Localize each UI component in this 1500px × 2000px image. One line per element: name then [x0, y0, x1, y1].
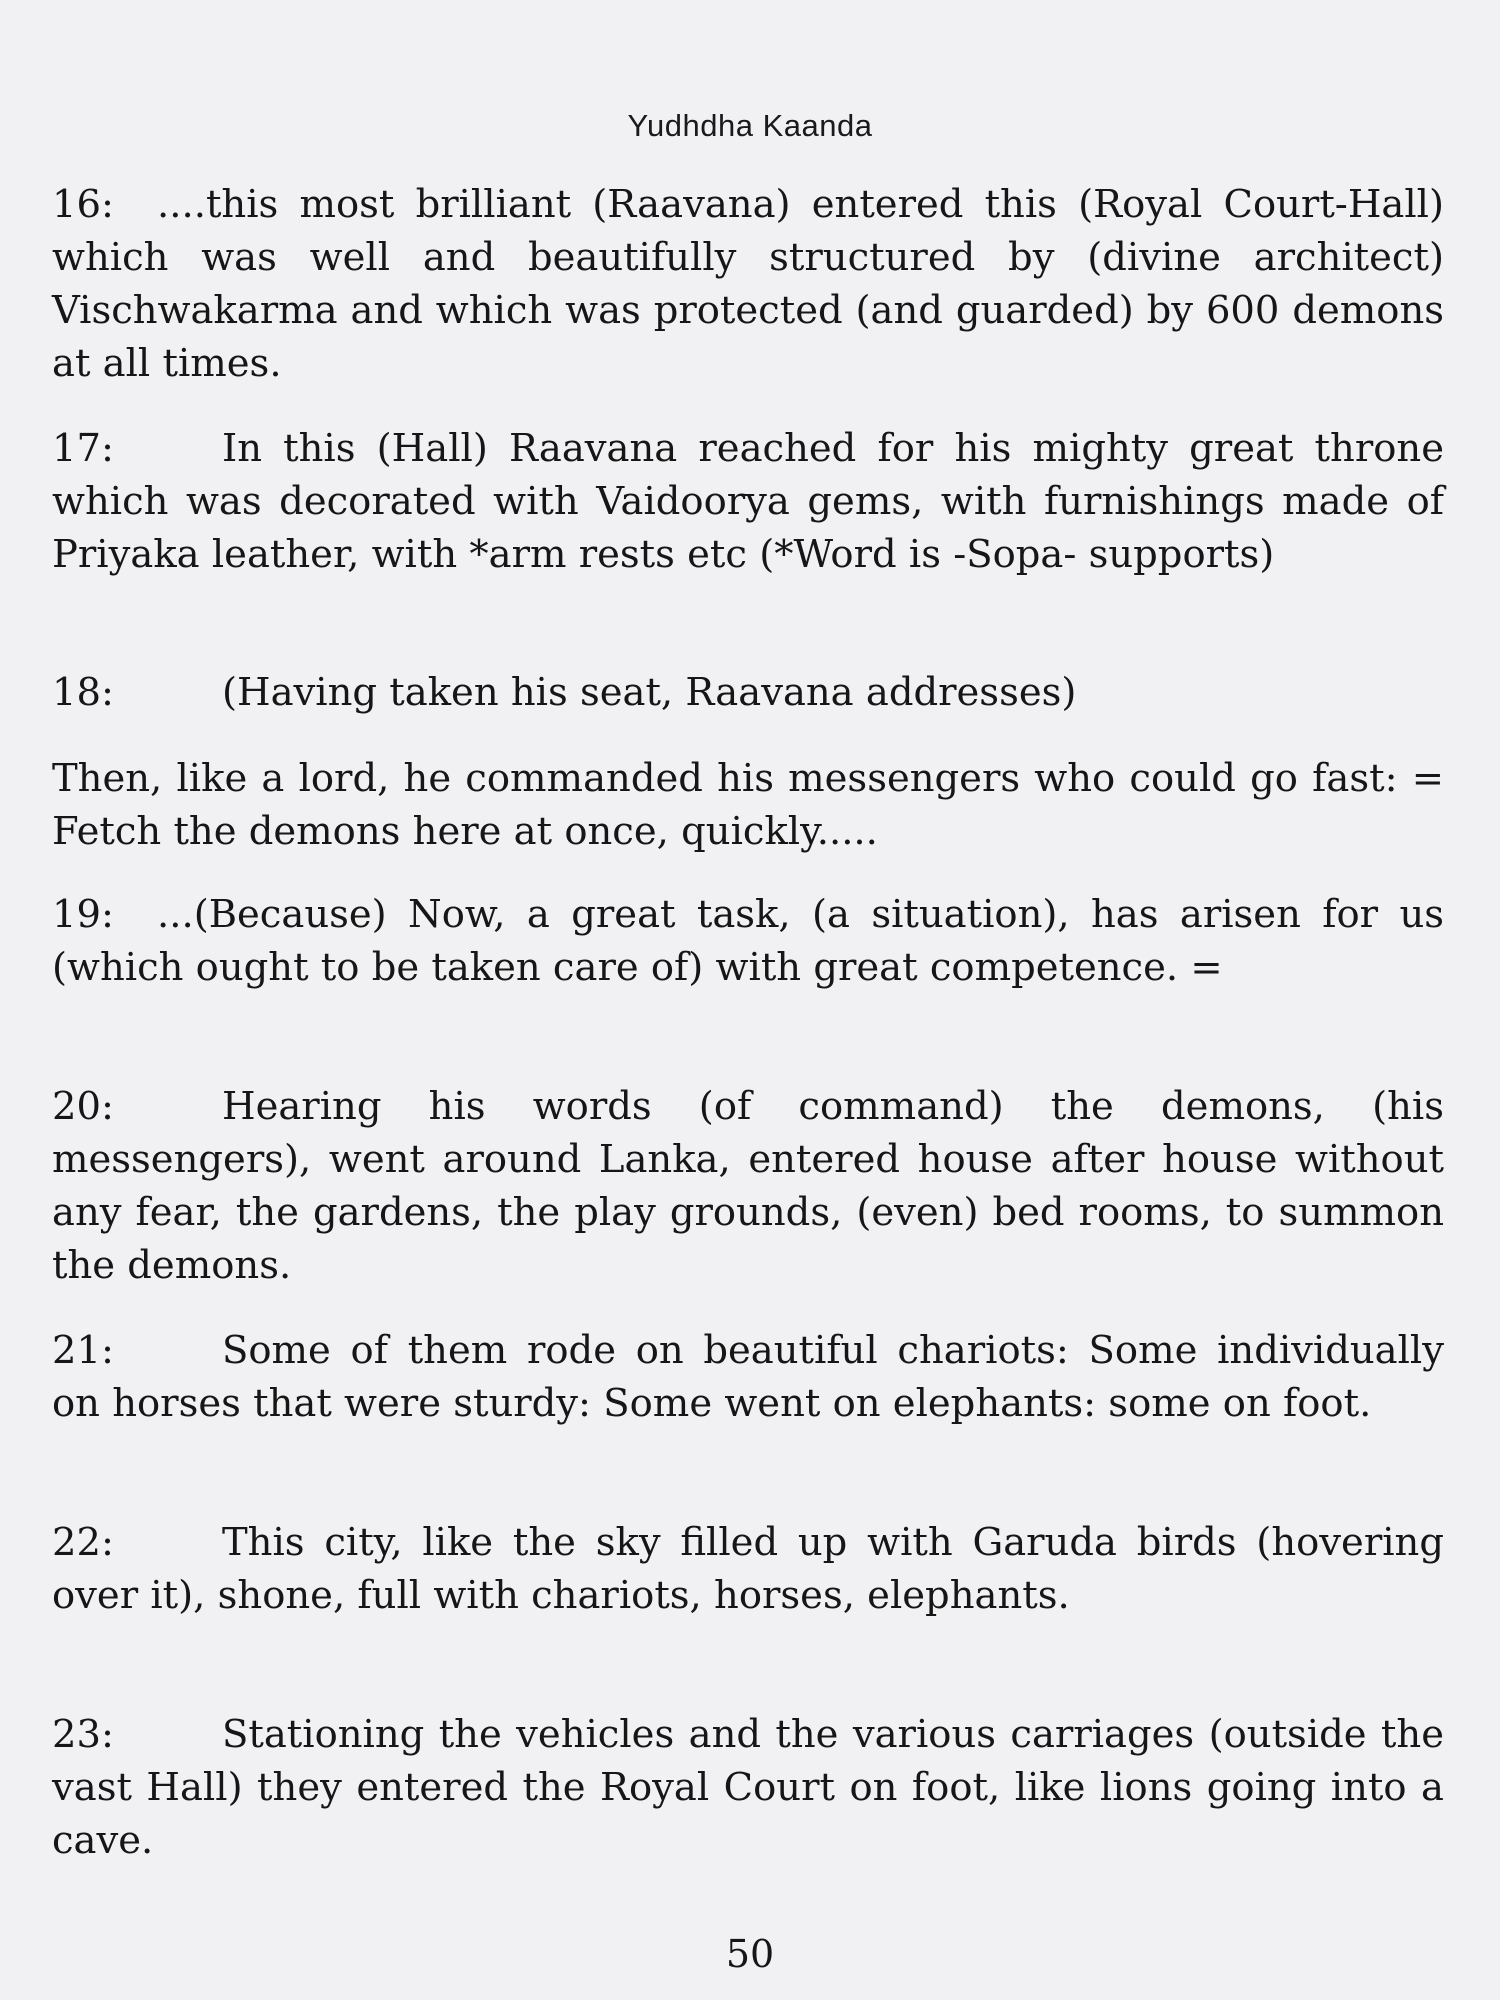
verse-text: Hearing his words (of command) the demons, (his messengers), went around Lanka, entered house after house without any fear, the gardens, the play grounds, (even) bed rooms, to summon the demons.: [52, 1084, 1444, 1288]
verse-23: [52, 1708, 1444, 1867]
verse-21: [52, 1324, 1444, 1430]
verse-19: [52, 888, 1444, 994]
verse-number: 18:: [52, 670, 114, 715]
verse-17: [52, 422, 1444, 581]
running-header: Yudhdha Kaanda: [627, 108, 873, 143]
verse-text: ....this most brilliant (Raavana) entered this (Royal Court-Hall) which was well and beautifully structured by (divine architect) Vischwakarma and which was protected (and guarded) by 600 demons at all times.: [52, 182, 1444, 386]
verse-number: 21:: [52, 1328, 114, 1373]
verse-text: ...(Because) Now, a great task, (a situation), has arisen for us (which ought to be taken care of) with great competence. =: [52, 892, 1444, 990]
verse-number: 22:: [52, 1520, 114, 1565]
verse-number: 17:: [52, 426, 114, 471]
verse-number: 23:: [52, 1712, 114, 1757]
verse-text: In this (Hall) Raavana reached for his mighty great throne which was decorated with Vaidoorya gems, with furnishings made of Priyaka leather, with *arm rests etc (*Word is -Sopa- supports): [52, 426, 1444, 577]
verse-number: 19:: [52, 892, 114, 937]
verse-20: [52, 1080, 1444, 1292]
verse-18: [52, 666, 1444, 719]
verse-18-continuation: Then, like a lord, he commanded his messengers who could go fast: = Fetch the demons here at once, quickly.....: [52, 756, 1444, 854]
verse-text: Some of them rode on beautiful chariots: Some individually on horses that were sturdy: Some went on elephants: some on foot.: [52, 1328, 1444, 1426]
verse-text: Stationing the vehicles and the various carriages (outside the vast Hall) they entered the Royal Court on foot, like lions going into a cave.: [52, 1712, 1444, 1863]
verse-text: (Having taken his seat, Raavana addresses): [222, 670, 1077, 715]
verse-16: [52, 178, 1444, 390]
verse-number: 16:: [52, 182, 114, 227]
page-number: 50: [725, 1932, 775, 1976]
verse-22: [52, 1516, 1444, 1622]
verse-number: 20:: [52, 1084, 114, 1129]
verse-text: This city, like the sky filled up with Garuda birds (hovering over it), shone, full with chariots, horses, elephants.: [52, 1520, 1444, 1618]
